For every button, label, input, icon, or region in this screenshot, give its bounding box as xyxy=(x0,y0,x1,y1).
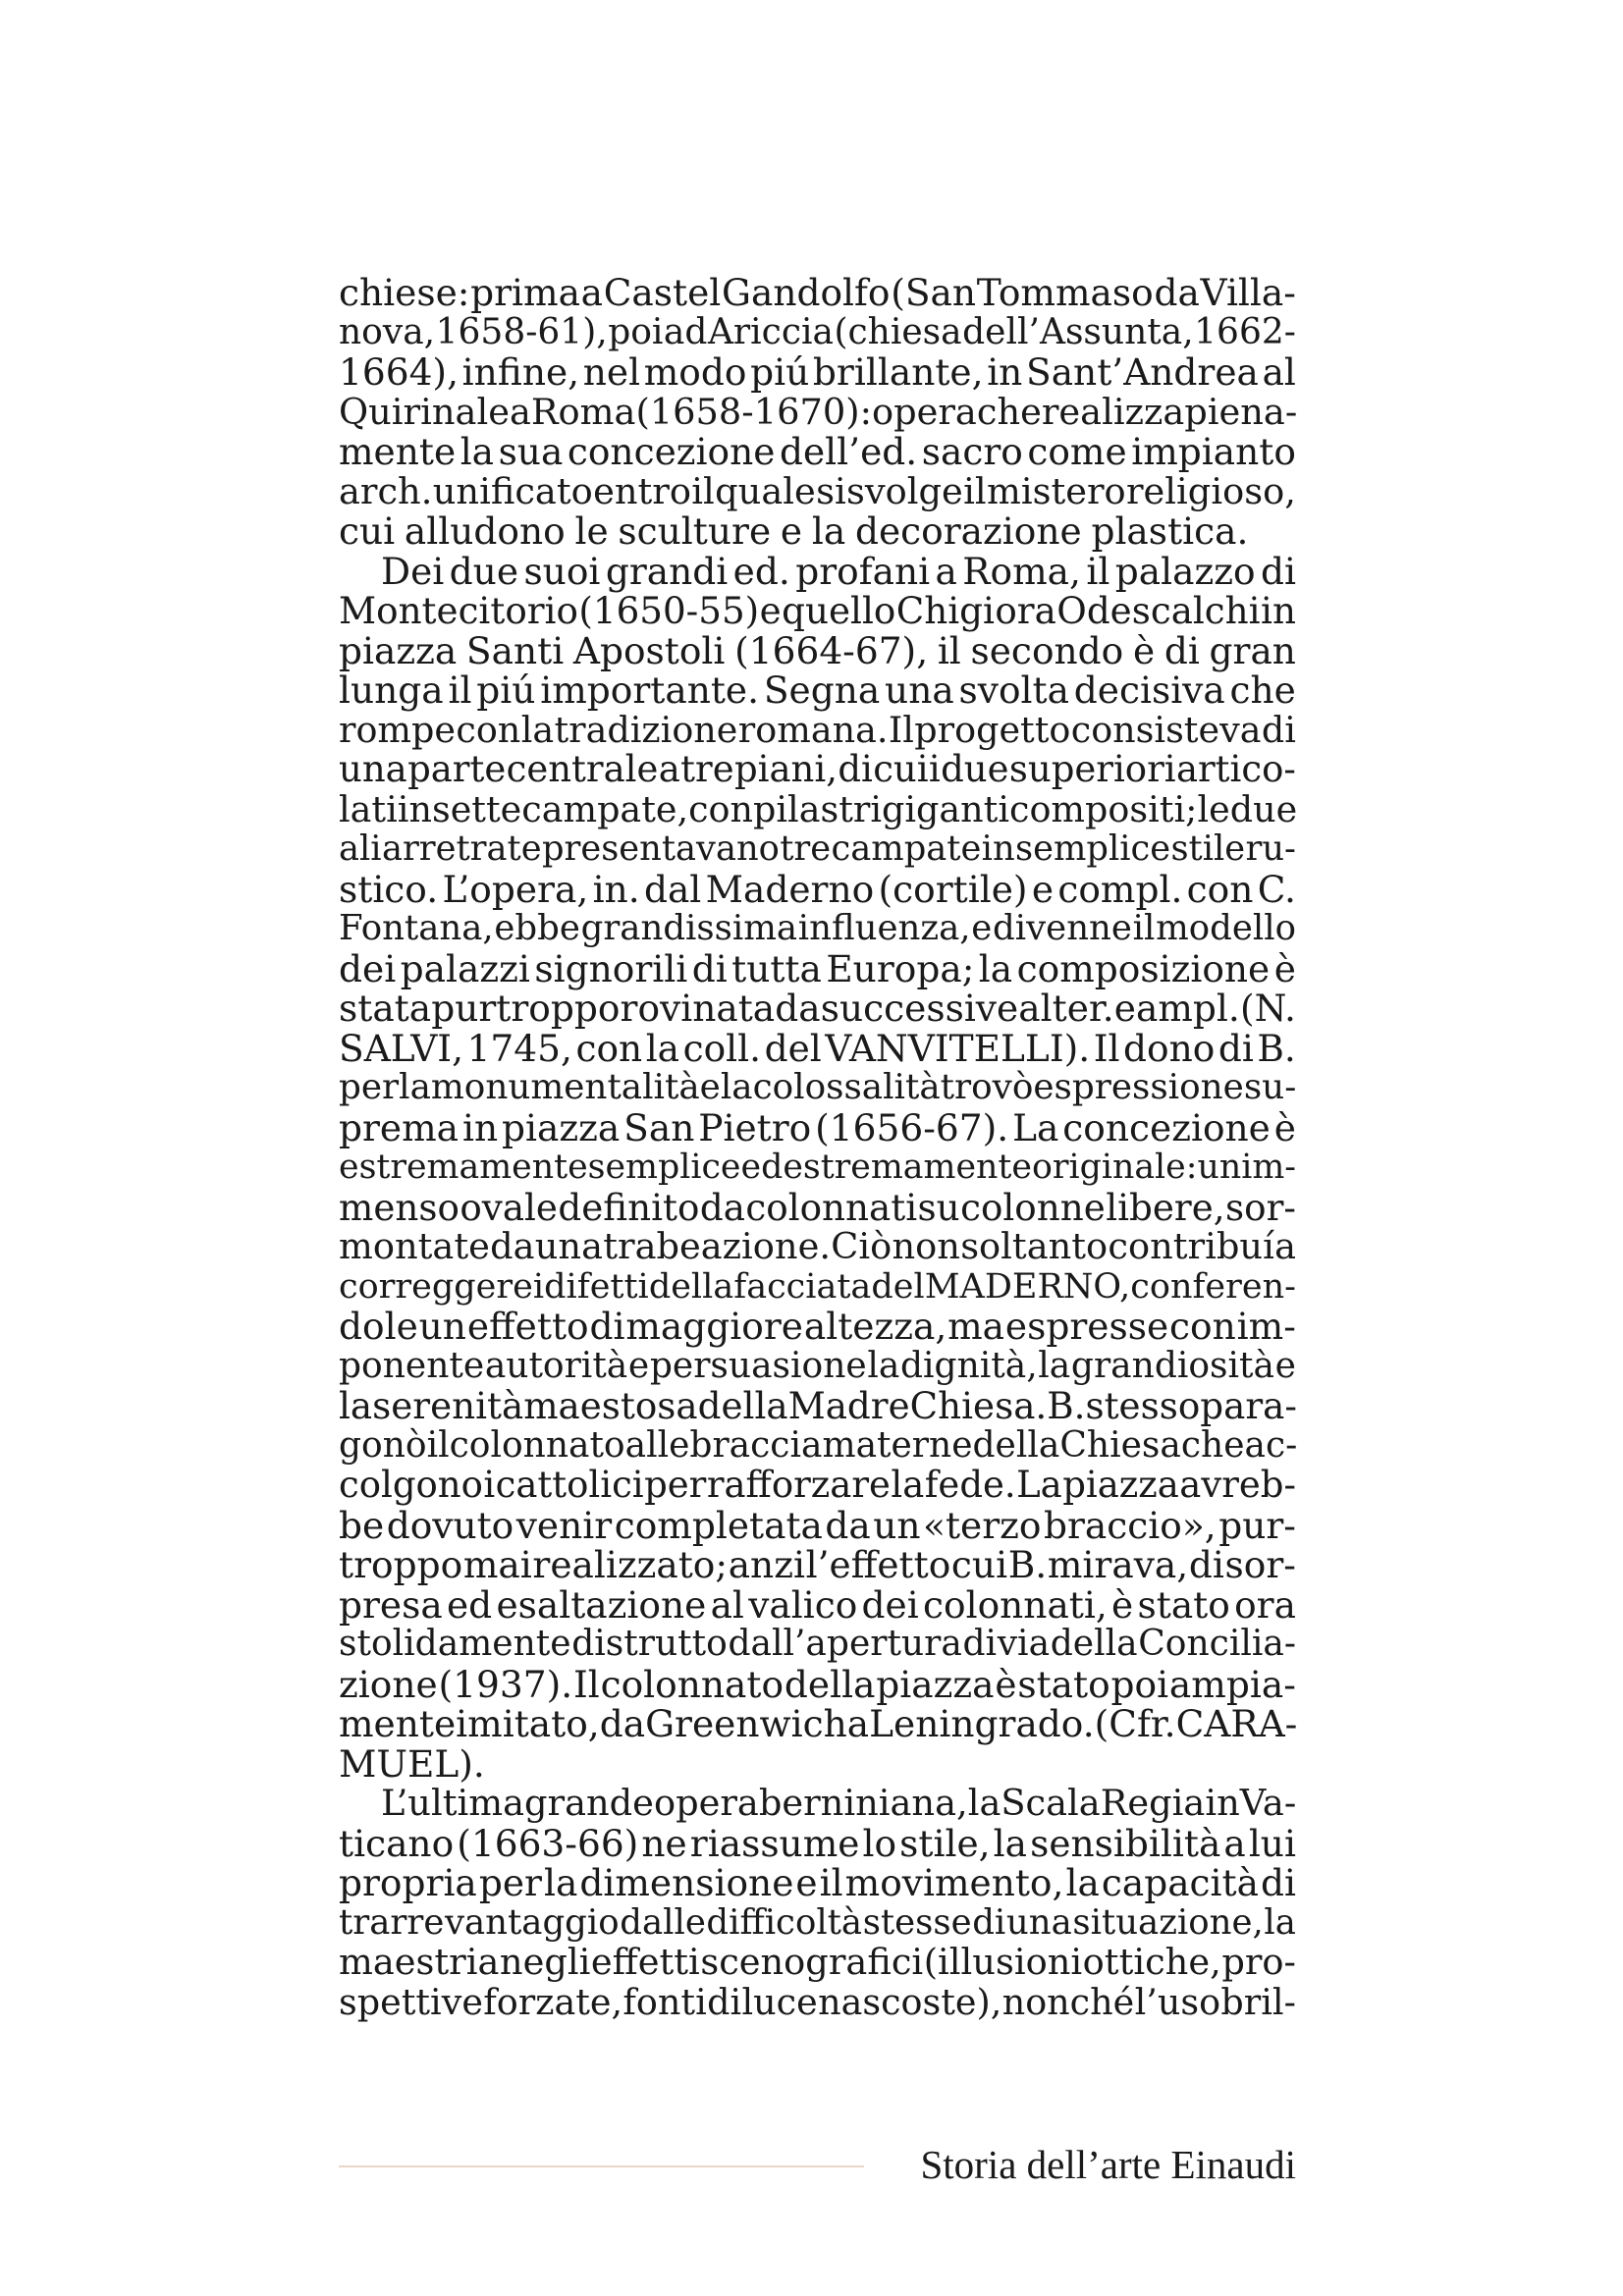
text-line: ticano (1663-66) ne riassume lo stile, la sensibilità a lui xyxy=(339,1821,1296,1865)
text-line: ali arretrate presentavano tre campate in semplice stile ru- xyxy=(339,828,1296,869)
text-line: stata purtroppo rovinata da successive alter. e ampl. (N. xyxy=(339,987,1296,1030)
text-line: Montecitorio (1650-55) e quello Chigi ora Odescalchi in xyxy=(339,589,1296,632)
text-line: prema in piazza San Pietro (1656-67). La concezione è xyxy=(339,1105,1296,1149)
text-line: Fontana, ebbe grandissima influenza, e divenne il modello xyxy=(339,908,1296,948)
text-line: spettive forzate, fonti di luce nascoste), nonché l’uso bril- xyxy=(339,1980,1296,2023)
text-line: cui alludono le sculture e la decorazione plastica. xyxy=(339,509,1249,553)
page-footer xyxy=(339,2141,1296,2188)
text-line: Quirinale a Roma (1658-1670): opera che realizza piena- xyxy=(339,390,1298,433)
text-line: MUEL). xyxy=(339,1741,485,1786)
text-line: propria per la dimensione e il movimento, la capacità di xyxy=(339,1861,1296,1904)
text-line: troppo mai realizzato; anzi l’effetto cui B. mirava, di sor- xyxy=(339,1543,1296,1586)
text-line: arch. unificato entro il quale si svolge il mistero religioso, xyxy=(339,469,1296,512)
text-line: L’ultima grande opera berniniana, la Scala Regia in Va- xyxy=(381,1782,1297,1824)
text-line: per la monumentalità e la colossalità trovò espressione su- xyxy=(339,1067,1297,1107)
text-line: mente la sua concezione dell’ed. sacro come impianto xyxy=(339,430,1296,473)
text-line: colgono i cattolici per rafforzare la fede. La piazza avreb- xyxy=(339,1464,1296,1506)
text-line: dole un effetto di maggiore altezza, ma espresse con im- xyxy=(339,1305,1296,1348)
text-line: SALVI, 1745, con la coll. del VANVITELLI). Il dono di B. xyxy=(339,1026,1296,1070)
text-line: be dovuto venir completata da un «terzo braccio», pur- xyxy=(339,1503,1296,1547)
text-line: mente imitato, da Greenwich a Leningrado. (Cfr. CARA- xyxy=(339,1702,1298,1745)
text-line: stico. L’opera, in. dal Maderno (cortile) e compl. con C. xyxy=(339,867,1296,911)
text-line: nova, 1658-61), poi ad Ariccia (chiesa dell’Assunta, 1662- xyxy=(339,311,1296,352)
footer-rule xyxy=(339,2165,864,2167)
text-line: menso ovale definito da colonnati su colonne libere, sor- xyxy=(339,1185,1296,1229)
text-line: gonò il colonnato alle braccia materne della Chiesa che ac- xyxy=(339,1424,1298,1466)
text-line: estremamente semplice ed estremamente originale: un im- xyxy=(339,1148,1297,1187)
text-line: una parte centrale a tre piani, di cui i due superiori artico- xyxy=(339,748,1296,790)
text-line: dei palazzi signorili di tutta Europa; la composizione è xyxy=(339,946,1296,990)
footer-title: Storia dell’arte Einaudi xyxy=(920,2142,1296,2187)
text-line: ponente autorità e persuasione la dignità, la grandiosità e xyxy=(339,1345,1296,1386)
text-line: rompe con la tradizione romana. Il progetto consisteva di xyxy=(339,708,1296,751)
text-line: stolidamente distrutto dall’apertura di via della Concilia- xyxy=(339,1624,1296,1664)
text-line: 1664), infine, nel modo piú brillante, in Sant’Andrea al xyxy=(339,350,1296,394)
body-text xyxy=(339,273,1296,2022)
text-line: presa ed esaltazione al valico dei colonnati, è stato ora xyxy=(339,1582,1296,1627)
text-line: correggere i difetti della facciata del MADERNO, conferen- xyxy=(339,1266,1296,1307)
text-line: piazza Santi Apostoli (1664-67), il secondo è di gran xyxy=(339,628,1296,672)
text-line: lati in sette campate, con pilastri giganti compositi; le due xyxy=(339,787,1298,830)
text-line: la serenità maestosa della Madre Chiesa. B. stesso para- xyxy=(339,1384,1297,1427)
text-line: lunga il piú importante. Segna una svolta decisiva che xyxy=(339,668,1296,712)
text-line: maestria negli effetti scenografici (illusioni ottiche, pro- xyxy=(339,1941,1296,1983)
text-line: montate da una trabeazione. Ciò non soltanto contribuí a xyxy=(339,1225,1296,1267)
text-line: trarre vantaggio dalle difficoltà stesse di una situazione, la xyxy=(339,1901,1296,1943)
text-line: Dei due suoi grandi ed. profani a Roma, il palazzo di xyxy=(381,549,1296,593)
text-line: chiese: prima a Castel Gandolfo (San Tommaso da Villa- xyxy=(339,271,1296,314)
text-line: zione (1937). Il colonnato della piazza è stato poi ampia- xyxy=(339,1662,1296,1706)
